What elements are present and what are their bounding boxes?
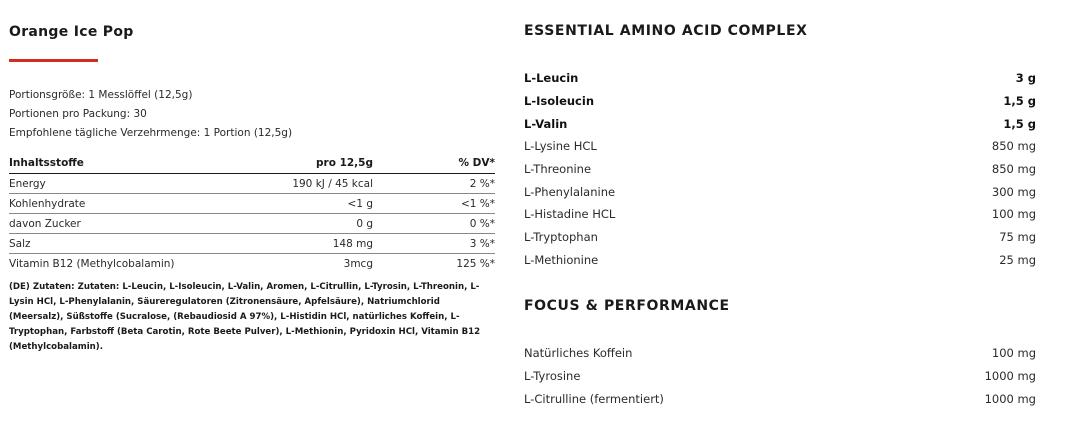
amino-name: L-Methionine [524, 252, 599, 267]
amino-name: L-Isoleucin [524, 94, 594, 109]
product-title: Orange Ice Pop [9, 24, 134, 40]
table-row [9, 194, 495, 214]
nutrient-name: Kohlenhydrate [9, 194, 203, 214]
amino-amount: 75 mg [999, 230, 1036, 245]
amino-section-heading: ESSENTIAL AMINO ACID COMPLEX [524, 23, 808, 39]
amino-list [524, 67, 1036, 271]
list-item [524, 387, 1036, 410]
serving-size: Portionsgröße: 1 Messlöffel (12,5g) [9, 89, 193, 101]
nutrient-name: Energy [9, 174, 203, 194]
amino-amount: 25 mg [999, 252, 1036, 267]
table-row [9, 214, 495, 234]
amino-name: L-Lysine HCL [524, 139, 597, 154]
focus-amount: 1000 mg [984, 369, 1036, 384]
list-item [524, 249, 1036, 272]
nutrient-dv: <1 %* [373, 194, 495, 214]
nutrient-amount: 3mcg [343, 257, 373, 270]
nutrient-dv: 0 %* [373, 214, 495, 234]
list-item [524, 203, 1036, 226]
focus-amount: 1000 mg [984, 391, 1036, 406]
focus-list [524, 342, 1036, 410]
header-ingredients: Inhaltsstoffe [9, 154, 203, 174]
nutrient-dv: 3 %* [373, 234, 495, 254]
amino-name: L-Tryptophan [524, 230, 598, 245]
amino-amount: 850 mg [991, 139, 1036, 154]
amino-name: L-Threonine [524, 162, 592, 177]
nutrient-amount: <1 g [203, 194, 373, 214]
amino-name: L-Histadine HCL [524, 207, 616, 222]
focus-section-heading: FOCUS & PERFORMANCE [524, 298, 730, 314]
list-item [524, 90, 1036, 113]
list-item [524, 180, 1036, 203]
amino-amount: 3 g [1015, 71, 1036, 86]
amino-name: L-Phenylalanine [524, 184, 616, 199]
table-row [9, 234, 495, 254]
list-item [524, 135, 1036, 158]
header-daily-value: % DV* [373, 154, 495, 174]
nutrient-dv: 2 %* [373, 174, 495, 194]
serving-info [9, 86, 292, 143]
table-header-row [9, 154, 495, 174]
amino-amount: 1,5 g [1003, 116, 1036, 131]
nutrient-amount: 0 g [203, 214, 373, 234]
nutrient-name: Salz [9, 234, 203, 254]
focus-name: L-Citrulline (fermentiert) [524, 391, 664, 406]
amino-amount: 100 mg [991, 207, 1036, 222]
focus-name: L-Tyrosine [524, 369, 581, 384]
nutrient-name: Vitamin B12 (Methylcobalamin) [9, 257, 175, 270]
list-item [524, 365, 1036, 388]
header-per-serving: pro 12,5g [203, 154, 373, 174]
nutrient-amount: 190 kJ / 45 kcal [203, 174, 373, 194]
table-row [9, 254, 495, 274]
list-item [524, 67, 1036, 90]
list-item [524, 158, 1036, 181]
amino-amount: 850 mg [991, 162, 1036, 177]
list-item [524, 226, 1036, 249]
nutrition-table [9, 154, 495, 273]
servings-per-pack: Portionen pro Packung: 30 [9, 108, 147, 120]
title-underline [9, 59, 98, 62]
focus-name: Natürliches Koffein [524, 346, 633, 361]
amino-amount: 300 mg [991, 184, 1036, 199]
amino-name: L-Valin [524, 116, 568, 131]
nutrient-name: davon Zucker [9, 214, 203, 234]
recommended-intake: Empfohlene tägliche Verzehrmenge: 1 Portion (12,5g) [9, 127, 293, 139]
list-item [524, 342, 1036, 365]
ingredients-text: (DE) Zutaten: Zutaten: L-Leucin, L-Isoleucin, L-Valin, Aromen, L-Citrullin, L-Tyrosin, L-Threonin, L-Lysin HCl, L-Phenylalanin, Säureregulatoren (Zitronensäure, Apfelsäure), Natriumchlorid (Meersalz), Süßstoffe (Sucralose, (Rebaudiosid A 97%), L-Histidin HCl, natürliches Koffein, L-Tryptophan, Farbstoff (Beta Carotin, Rote Beete Pulver), L-Methionin, Pyridoxin HCl, Vitamin B12 (Methylcobalamin). [9, 282, 481, 352]
focus-amount: 100 mg [991, 346, 1036, 361]
amino-name: L-Leucin [524, 71, 579, 86]
nutrient-amount: 148 mg [203, 234, 373, 254]
nutrient-dv: 125 %* [456, 257, 495, 270]
table-row [9, 174, 495, 194]
list-item [524, 112, 1036, 135]
amino-amount: 1,5 g [1003, 94, 1036, 109]
